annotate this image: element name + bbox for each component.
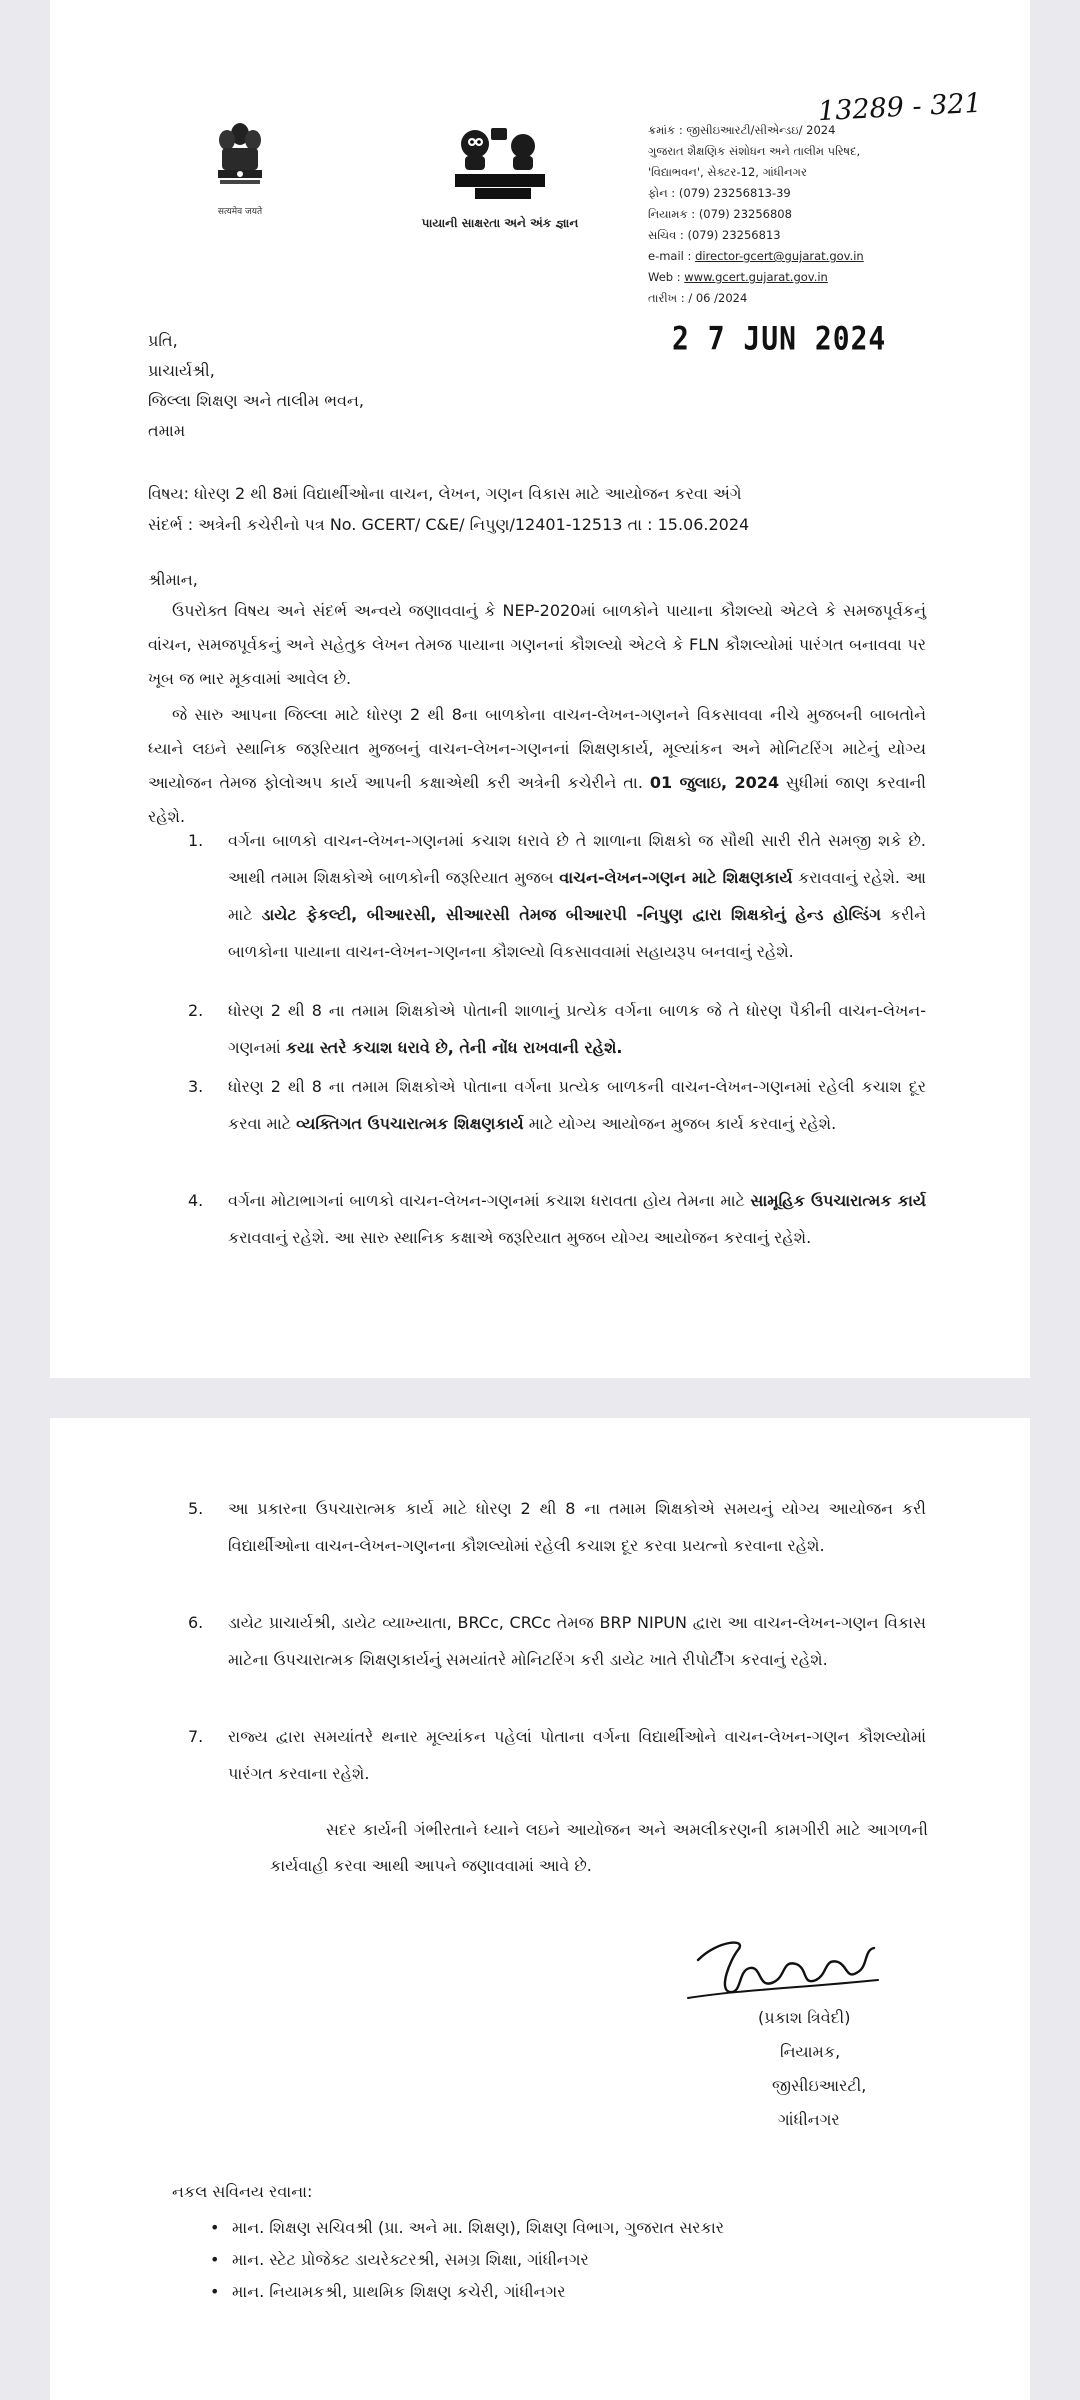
item-bold-text: વાચન-લેખન-ગણન માટે શિક્ષણકાર્ય: [559, 868, 793, 887]
email-row: [648, 246, 968, 267]
email-link[interactable]: director-gcert@gujarat.gov.in: [695, 249, 864, 263]
office-line: 'વિદ્યાભવન', સેક્ટર-12, ગાંધીનગર: [648, 165, 807, 179]
signatory-designation: નિયામક,: [780, 2042, 841, 2061]
item-text: કરીને બાળકોના પાયાના વાચન-લેખન-ગણનના કૌશલ્યો વિકસાવવામાં સહાયરૂપ બનવાનું રહેશે.: [228, 905, 926, 961]
list-item: [188, 1182, 926, 1256]
addressee-line: તમામ: [148, 421, 186, 440]
office-line: ક્રમાંક : જીસીઇઆરટી/સીએન્ડઇ/ 2024: [648, 123, 836, 137]
para-text: જે સારુ આપના જિલ્લા માટે ધોરણ 2 થી 8ના બાળકોના વાચન-લેખન-ગણનને વિકસાવવા નીચે મુજબની બાબતોને ધ્યાને લઇને સ્થાનિક જરૂરિયાત મુજબનું વાચન-લેખન-ગણનનાં શિક્ષણકાર્ય, મૂલ્યાંકન અને મોનિટરિંગ માટેનું યોગ્ય આયોજન તેમજ ફોલોઅપ કાર્ય આપની કક્ષાએથી કરી અત્રેની કચેરીને તા.: [148, 705, 926, 792]
para-text: સુધીમાં જાણ કરવાની રહેશે.: [148, 773, 926, 826]
date-line: તારીખ : / 06 /2024: [648, 291, 748, 305]
list-item: [188, 1718, 926, 1792]
item-number: 1.: [188, 831, 204, 850]
email-label: e-mail :: [648, 249, 696, 263]
addressee-line: પ્રતિ,: [148, 331, 178, 350]
item-bold-text: સામૂહિક ઉપચારાત્મક કાર્ય: [750, 1191, 926, 1210]
office-line: નિયામક : (079) 23256808: [648, 207, 792, 221]
copy-recipient: માન. સ્ટેટ પ્રોજેક્ટ ડાયરેક્ટરશ્રી, સમગ્ર શિક્ષા, ગાંધીનગર: [232, 2250, 589, 2269]
item-text: ડાયેટ પ્રાચાર્યશ્રી, ડાયેટ વ્યાખ્યાતા, BRCc, CRCc તેમજ BRP NIPUN દ્વારા આ વાચન-લેખન-ગણન વિકાસ માટેના ઉપચારાત્મક શિક્ષણકાર્યનું સમયાંતરે મોનિટરિંગ કરી ડાયેટ ખાતે રીપોર્ટીંગ કરવાનું રહેશે.: [228, 1613, 926, 1669]
item-text: માટે યોગ્ય આયોજન મુજબ કાર્ય કરવાનું રહેશે.: [523, 1114, 837, 1133]
reference-line: સંદર્ભ : અત્રેની કચેરીનો પત્ર No. GCERT/ C&E/ નિપુણ/12401-12513 તા : 15.06.2024: [148, 515, 750, 534]
item-text: આ પ્રકારના ઉપચારાત્મક કાર્ય માટે ધોરણ 2 થી 8 ના તમામ શિક્ષકોએ સમયનું યોગ્ય આયોજન કરી વિદ્યાર્થીઓના વાચન-લેખન-ગણનના કૌશલ્યોમાં રહેલી કચાશ દૂર કરવા પ્રયત્નો કરવાના રહેશે.: [228, 1499, 926, 1555]
copy-list-item: [210, 2282, 566, 2302]
item-number: 2.: [188, 1001, 204, 1020]
addressee-block: [148, 326, 364, 446]
subject-block: [148, 478, 749, 540]
item-text: કરાવવાનું રહેશે. આ માટે: [228, 868, 926, 924]
web-row: [648, 267, 968, 288]
item-text: ધોરણ 2 થી 8 ના તમામ શિક્ષકોએ પોતાના વર્ગના પ્રત્યેક બાળકની વાચન-લેખન-ગણનમાં રહેલી કચાશ દૂર કરવા માટે: [228, 1077, 926, 1133]
item-number: 4.: [188, 1191, 204, 1210]
closing-paragraph: સદર કાર્યની ગંભીરતાને ધ્યાને લઇને આયોજન અને અમલીકરણની કામગીરી માટે આગળની કાર્યવાહી કરવા આથી આપને જણાવવામાં આવે છે.: [270, 1820, 928, 1875]
list-item: [188, 822, 926, 970]
item-bold-text: ડાયેટ ફેકલ્ટી, બીઆરસી, સીઆરસી તેમજ બીઆરપી -નિપુણ દ્વારા શિક્ષકોનું હેન્ડ હોલ્ડિંગ: [261, 905, 881, 924]
item-number: 7.: [188, 1727, 204, 1746]
copy-recipient: માન. શિક્ષણ સચિવશ્રી (પ્રા. અને મા. શિક્ષણ), શિક્ષણ વિભાગ, ગુજરાત સરકાર: [232, 2218, 725, 2237]
item-bold-text: કયા સ્તરે કચાશ ધરાવે છે, તેની નોંધ રાખવાની રહેશે.: [285, 1038, 623, 1057]
item-number: 5.: [188, 1499, 204, 1518]
list-item: [188, 1604, 926, 1678]
received-date-stamp: 2 7 JUN 2024: [672, 319, 887, 358]
nipun-bharat-logo-icon: [445, 122, 555, 204]
office-line: સચિવ : (079) 23256813: [648, 228, 781, 242]
bullet: •: [210, 2282, 220, 2301]
emblem-caption: सत्यमेव जयते: [217, 207, 263, 217]
item-text: કરાવવાનું રહેશે. આ સારુ સ્થાનિક કક્ષાએ જરૂરિયાત મુજબ યોગ્ય આયોજન કરવાનું રહેશે.: [228, 1228, 812, 1247]
item-text: ધોરણ 2 થી 8 ના તમામ શિક્ષકોએ પોતાની શાળાનું પ્રત્યેક વર્ગના બાળક જે તે ધોરણ પૈકીની વાચન-લેખન-ગણનમાં: [228, 1001, 926, 1057]
copy-list-item: [210, 2250, 589, 2270]
item-bold-text: વ્યક્તિગત ઉપચારાત્મક શિક્ષણકાર્ય: [296, 1114, 524, 1133]
deadline-date: 01 જુલાઇ, 2024: [649, 773, 780, 792]
item-text: વર્ગના બાળકો વાચન-લેખન-ગણનમાં કચાશ ધરાવે છે તે શાળાના શિક્ષકો જ સૌથી સારી રીતે સમજી શકે છે. આથી તમામ શિક્ષકોએ બાળકોની જરૂરિયાત મુજબ: [228, 831, 926, 887]
handwritten-inward-number: 13289 - 321: [817, 87, 983, 128]
intro-paragraph: ઉપરોક્ત વિષય અને સંદર્ભ અન્વયે જણાવવાનું કે NEP-2020માં બાળકોને પાયાના કૌશલ્યો એટલે કે સમજપૂર્વકનું વાંચન, સમજપૂર્વકનું અને સહેતુક લેખન તેમજ પાયાના ગણનનાં કૌશલ્યો એટલે કે FLN કૌશલ્યોમાં પારંગત બનાવવા પર ખૂબ જ ભાર મૂકવામાં આવેલ છે.: [148, 601, 926, 688]
copy-recipient: માન. નિયામકશ્રી, પ્રાથમિક શિક્ષણ કચેરી, ગાંધીનગર: [232, 2282, 566, 2301]
office-line: ગુજરાત શૈક્ષણિક સંશોધન અને તાલીમ પરિષદ,: [648, 144, 861, 158]
instruction-paragraph: [148, 698, 926, 834]
nipun-bharat-logo: [380, 122, 620, 231]
item-number: 3.: [188, 1077, 204, 1096]
item-text: રાજ્ય દ્વારા સમયાંતરે થનાર મૂલ્યાંકન પહેલાં પોતાના વર્ગના વિદ્યાર્થીઓને વાચન-લેખન-ગણન કૌશલ્યોમાં પારંગત કરવાના રહેશે.: [228, 1727, 926, 1783]
list-item: [188, 992, 926, 1066]
nipun-tagline: પાયાની સાક્ષરતા અને અંક જ્ઞાન: [421, 216, 579, 230]
list-item: [188, 1068, 926, 1142]
item-number: 6.: [188, 1613, 204, 1632]
signatory-office: જીસીઇઆરટી,: [772, 2076, 867, 2095]
list-item: [188, 1490, 926, 1564]
salutation: શ્રીમાન,: [148, 570, 198, 589]
copy-list-item: [210, 2218, 725, 2238]
bullet: •: [210, 2218, 220, 2237]
national-emblem: [190, 118, 290, 217]
signatory-name: (પ્રકાશ ત્રિવેદી): [758, 2008, 851, 2027]
addressee-line: જિલ્લા શિક્ષણ અને તાલીમ ભવન,: [148, 391, 365, 410]
web-label: Web :: [648, 270, 685, 284]
ashoka-emblem-icon: [212, 118, 268, 202]
item-text: વર્ગના મોટાભાગનાં બાળકો વાચન-લેખન-ગણનમાં કચાશ ધરાવતા હોય તેમના માટે: [228, 1191, 751, 1210]
copy-to-heading: નકલ સવિનય રવાના:: [172, 2182, 313, 2201]
subject-line: વિષય: ધોરણ 2 થી 8માં વિદ્યાર્થીઓના વાચન, લેખન, ગણન વિકાસ માટે આયોજન કરવા અંગે: [148, 484, 742, 503]
office-line: ફોન : (079) 23256813-39: [648, 186, 791, 200]
web-link[interactable]: www.gcert.gujarat.gov.in: [684, 270, 828, 284]
addressee-line: પ્રાચાર્યશ્રી,: [148, 361, 215, 380]
office-details: [648, 120, 968, 309]
signatory-city: ગાંધીનગર: [778, 2110, 840, 2129]
bullet: •: [210, 2250, 220, 2269]
